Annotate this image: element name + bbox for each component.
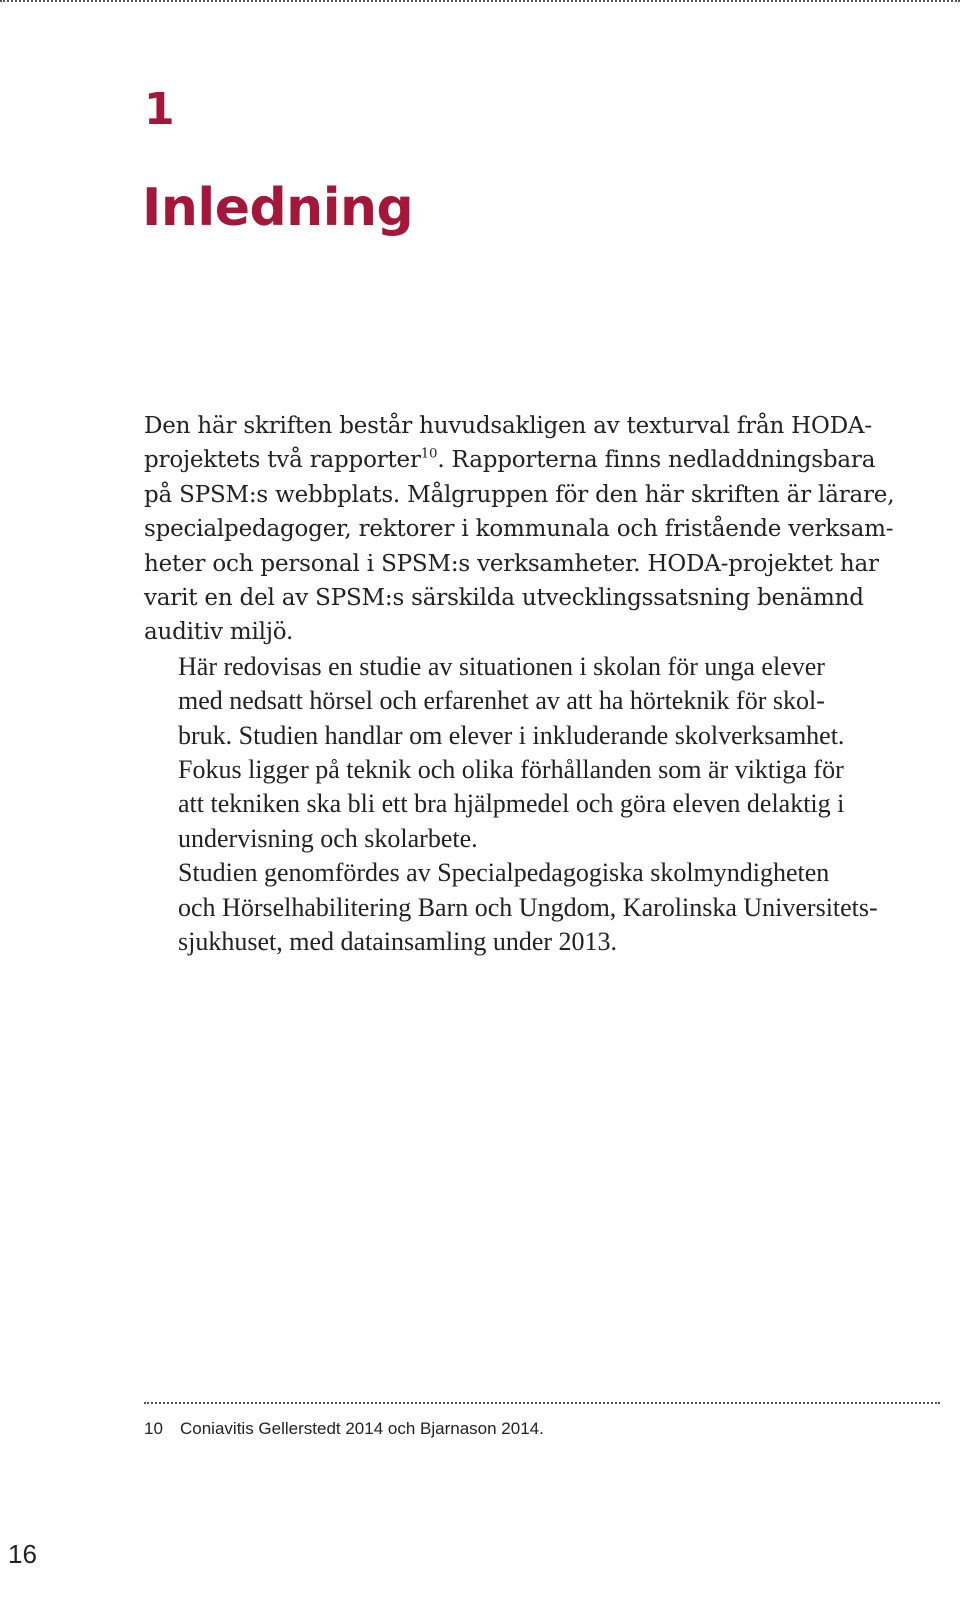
text-line: specialpedagoger, rektorer i kommunala och fristående verksam-: [144, 516, 894, 543]
footnote-reference: 10: [420, 447, 438, 463]
text-line: sjukhuset, med datainsamling under 2013.: [178, 927, 618, 957]
footnote-divider: [144, 1402, 940, 1404]
text-segment: . Rapporterna finns nedladdningsbara: [437, 447, 876, 474]
text-line: Studien genomfördes av Specialpedagogiska skolmyndigheten: [178, 858, 830, 888]
text-segment: projektets två rapporter: [144, 447, 421, 474]
text-line: varit en del av SPSM:s särskilda utvecklingssatsning benämnd: [144, 585, 864, 612]
text-line: heter och personal i SPSM:s verksamheter. HODA-projektet har: [144, 550, 879, 577]
text-line: Här redovisas en studie av situationen i skolan för unga elever: [178, 651, 825, 681]
text-line: undervisning och skolarbete.: [178, 823, 478, 853]
text-line: Fokus ligger på teknik och olika förhållanden som är viktiga för: [178, 755, 844, 785]
paragraph-intro: [144, 409, 934, 650]
paragraph-conducted: [144, 856, 934, 959]
page-number: 16: [8, 1539, 37, 1569]
text-line: att tekniken ska bli ett bra hjälpmedel och göra eleven delaktig i: [178, 789, 845, 819]
text-line: bruk. Studien handlar om elever i inkluderande skolverksamhet.: [178, 720, 845, 750]
chapter-title: Inledning: [142, 178, 414, 238]
chapter-number: 1: [144, 84, 175, 135]
text-line: med nedsatt hörsel och erfarenhet av att ha hörteknik för skol-: [178, 686, 825, 716]
text-line: och Hörselhabilitering Barn och Ungdom, Karolinska Universitets-: [178, 892, 878, 922]
text-line: Den här skriften består huvudsakligen av texturval från HODA-: [144, 413, 872, 439]
footnote-text: Coniavitis Gellerstedt 2014 och Bjarnason 2014.: [180, 1419, 544, 1438]
paragraph-study: [144, 650, 934, 856]
text-line: [144, 443, 934, 477]
body-text: [144, 409, 934, 960]
top-dotted-rule: [0, 0, 960, 2]
text-line: auditiv miljö.: [144, 619, 294, 646]
footnote: [144, 1418, 544, 1440]
text-line: på SPSM:s webbplats. Målgruppen för den här skriften är lärare,: [144, 481, 895, 508]
footnote-number: 10: [144, 1419, 163, 1438]
